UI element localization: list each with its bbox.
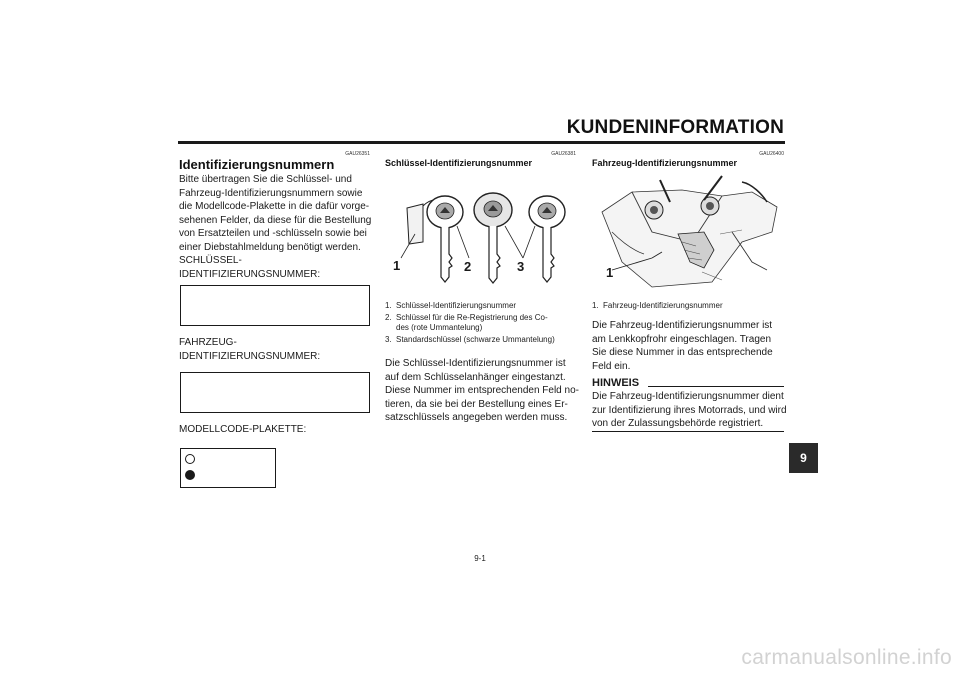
note-bottom-rule	[592, 431, 784, 432]
text-line: Sie diese Nummer in das entsprechende	[592, 347, 773, 358]
text-line: die Modellcode-Plakette in die dafür vorge-	[179, 201, 370, 212]
text-line: Fahrzeug-Identifizierungsnummern sowie	[179, 187, 363, 199]
hollow-circle-icon	[185, 454, 195, 464]
model-code-field[interactable]	[180, 448, 276, 488]
text-line: IDENTIFIZIERUNGSNUMMER:	[179, 350, 321, 362]
text-line: einer Diebstahlmeldung benötigt werden.	[179, 241, 361, 253]
callout-2: 2	[464, 259, 472, 274]
text-line: von der Zulassungsbehörde registriert.	[592, 418, 764, 429]
section-code: GAU26400	[759, 151, 784, 157]
vehicle-number-paragraph	[592, 319, 787, 373]
section-heading-identification-numbers: Identifizierungsnummern	[179, 157, 335, 172]
watermark: carmanualsonline.info	[741, 646, 952, 669]
note-top-rule	[648, 386, 784, 387]
section-heading-vehicle-number: Fahrzeug-Identifizierungsnummer	[592, 158, 738, 168]
text-line: Bitte übertragen Sie die Schlüssel- und	[179, 174, 352, 185]
text-line: Die Fahrzeug-Identifizierungsnummer dient	[592, 391, 784, 402]
keys-illustration	[385, 182, 575, 294]
text-line: auf dem Schlüsselanhänger eingestanzt.	[385, 371, 566, 383]
caption-item: 1. Schlüssel-Identifizierungsnummer	[385, 301, 517, 310]
intro-paragraph	[179, 173, 379, 281]
chapter-tab: 9	[789, 443, 818, 473]
key-number-label: IDENTIFIZIERUNGSNUMMER:	[179, 268, 321, 280]
vehicle-number-field[interactable]	[180, 372, 370, 413]
text-line: am Lenkkopfrohr eingeschlagen. Tragen	[592, 333, 772, 345]
page-number: 9-1	[474, 554, 486, 563]
text-line: Die Fahrzeug-Identifizierungsnummer ist	[592, 320, 773, 331]
page-title: KUNDENINFORMATION	[566, 117, 784, 138]
key-number-label: SCHLÜSSEL-	[179, 255, 242, 266]
vehicle-caption	[592, 301, 784, 311]
section-code: GAU26381	[551, 151, 576, 157]
note-heading: HINWEIS	[592, 377, 640, 389]
callout-3: 3	[517, 259, 525, 274]
note-paragraph	[592, 390, 787, 431]
text-line: FAHRZEUG-	[179, 337, 237, 348]
text-line: zur Identifizierung ihres Motorrads, und wird	[592, 404, 787, 416]
title-rule	[178, 141, 785, 144]
text-line: von Ersatzteilen und -schlüsseln sowie bei	[179, 228, 367, 239]
caption-item: 2. Schlüssel für die Re-Registrierung des Co- des (rote Ummantelung)	[385, 313, 548, 332]
callout-1: 1	[606, 265, 614, 280]
text-line: Feld ein.	[592, 360, 631, 372]
frame-illustration	[592, 172, 784, 294]
caption-item: 1. Fahrzeug-Identifizierungsnummer	[592, 301, 723, 310]
vehicle-number-label	[179, 336, 379, 363]
key-number-paragraph	[385, 357, 580, 425]
caption-item: 3. Standardschlüssel (schwarze Ummantelung)	[385, 335, 555, 344]
text-line: Diese Nummer im entsprechenden Feld no-	[385, 385, 579, 396]
callout-1: 1	[393, 258, 401, 273]
model-code-label: MODELLCODE-PLAKETTE:	[179, 424, 307, 435]
text-line: Die Schlüssel-Identifizierungsnummer ist	[385, 358, 566, 369]
filled-circle-icon	[185, 470, 195, 480]
key-captions	[385, 301, 577, 345]
key-number-field[interactable]	[180, 285, 370, 326]
text-line: tieren, da sie bei der Bestellung eines Er-	[385, 398, 568, 410]
section-heading-key-number: Schlüssel-Identifizierungsnummer	[385, 158, 533, 168]
text-line: sehenen Felder, da diese für die Bestellung	[179, 214, 372, 226]
section-code: GAU26351	[345, 151, 370, 157]
text-line: satzschlüssels angegeben werden muss.	[385, 412, 568, 423]
